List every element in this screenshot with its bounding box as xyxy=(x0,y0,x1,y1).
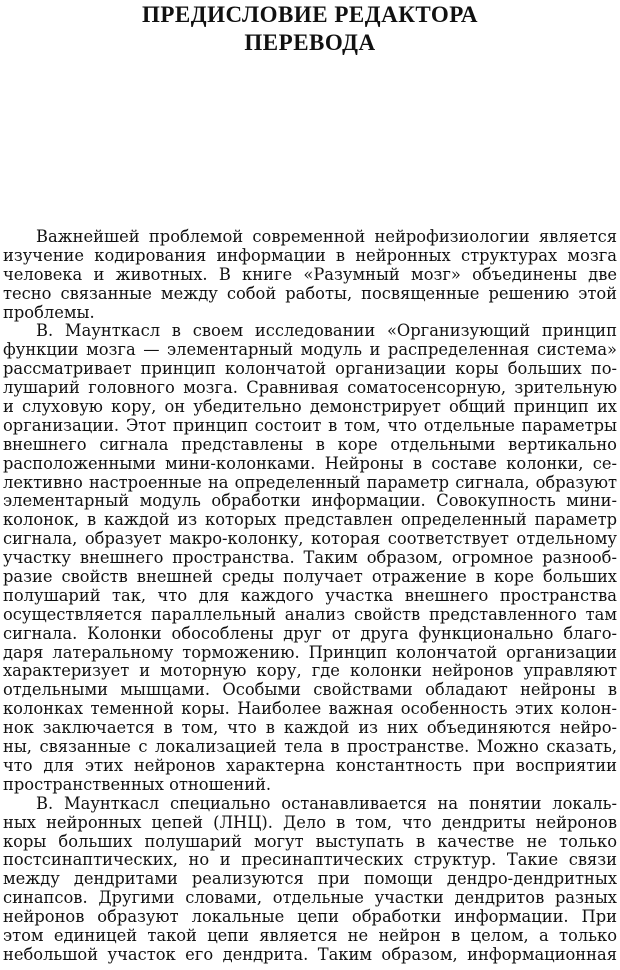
text-line: между дендритами реализуются при помощи дендро-дендритных xyxy=(3,869,617,889)
text-line: постсинаптических, но и пресинаптических структур. Такие связи xyxy=(3,850,617,870)
text-line: синапсов. Другими словами, отдельные участки дендритов разных xyxy=(3,888,617,908)
text-line: В. Маунткасл в своем исследовании «Организующий принцип xyxy=(36,321,617,341)
text-line: ных нейронных цепей (ЛНЦ). Дело в том, что дендриты нейронов xyxy=(3,812,617,832)
text-line: проблемы. xyxy=(3,302,95,322)
text-line: осуществляется параллельный анализ свойств представленного там xyxy=(3,604,617,624)
text-line: изучение кодирования информации в нейронных структурах мозга xyxy=(3,245,617,265)
text-line: элементарный модуль обработки информации. Совокупность мини- xyxy=(3,491,617,511)
text-line: этом единицей такой цепи является не нейрон в целом, а только xyxy=(3,925,617,945)
text-line: небольшой участок его дендрита. Таким образом, информационная xyxy=(3,944,617,964)
text-line: характеризует и моторную кору, где колонки нейронов управляют xyxy=(3,661,617,681)
text-line: организации. Этот принцип состоит в том, что отдельные параметры xyxy=(3,415,617,435)
text-line: человека и животных. В книге «Разумный мозг» объединены две xyxy=(3,264,617,284)
text-line: что для этих нейронов характерна константность при восприятии xyxy=(3,755,617,775)
text-line: колонках теменной коры. Наиболее важная особенность этих колон- xyxy=(3,699,617,719)
text-line: участку внешнего пространства. Таким образом, огромное разнооб- xyxy=(3,548,617,568)
text-line: ны, связанные с локализацией тела в пространстве. Можно сказать, xyxy=(3,737,617,757)
text-line: функции мозга — элементарный модуль и распределенная система» xyxy=(3,340,617,360)
text-line: расположенными мини-колонками. Нейроны в составе колонки, се- xyxy=(3,453,617,473)
text-line: лушарий головного мозга. Сравнивая соматосенсорную, зрительную xyxy=(3,378,617,398)
text-line: и слуховую кору, он убедительно демонстрирует общий принцип их xyxy=(3,397,617,417)
page-title-line-2: ПЕРЕВОДА xyxy=(244,30,376,55)
text-line: рассматривает принцип колончатой организации коры больших по- xyxy=(3,359,617,379)
body-text xyxy=(0,228,620,965)
text-line: В. Маунткасл специально останавливается на понятии локаль- xyxy=(36,793,617,813)
text-line: сигнала. Колонки обособлены друг от друга функционально благо- xyxy=(3,623,617,643)
text-line: нейронов образуют локальные цепи обработки информации. При xyxy=(3,907,617,927)
text-line: разие свойств внешней среды получает отражение в коре больших xyxy=(3,567,617,587)
text-line: пространственных отношений. xyxy=(3,774,272,794)
text-line: полушарий так, что для каждого участка внешнего пространства xyxy=(3,585,617,605)
text-line: Важнейшей проблемой современной нейрофизиологии является xyxy=(36,227,617,246)
text-line: даря латеральному торможению. Принцип колончатой организации xyxy=(3,642,617,662)
text-line: внешнего сигнала представлены в коре отдельными вертикально xyxy=(3,434,617,454)
text-line: коры больших полушарий могут выступать в качестве не только xyxy=(3,831,617,851)
text-line: тесно связанные между собой работы, посвященные решению этой xyxy=(3,283,617,303)
page-title-line-1: ПРЕДИСЛОВИЕ РЕДАКТОРА xyxy=(141,2,479,27)
text-line: лективно настроенные на определенный параметр сигнала, образуют xyxy=(3,472,617,492)
text-line: сигнала, образует макро-колонку, которая соответствует отдельному xyxy=(3,529,617,549)
text-line: отдельными мышцами. Особыми свойствами обладают нейроны в xyxy=(3,680,617,700)
text-line: нок заключается в том, что в каждой из них объединяются нейро- xyxy=(3,718,617,738)
text-line: колонок, в каждой из которых представлен определенный параметр xyxy=(3,510,617,530)
